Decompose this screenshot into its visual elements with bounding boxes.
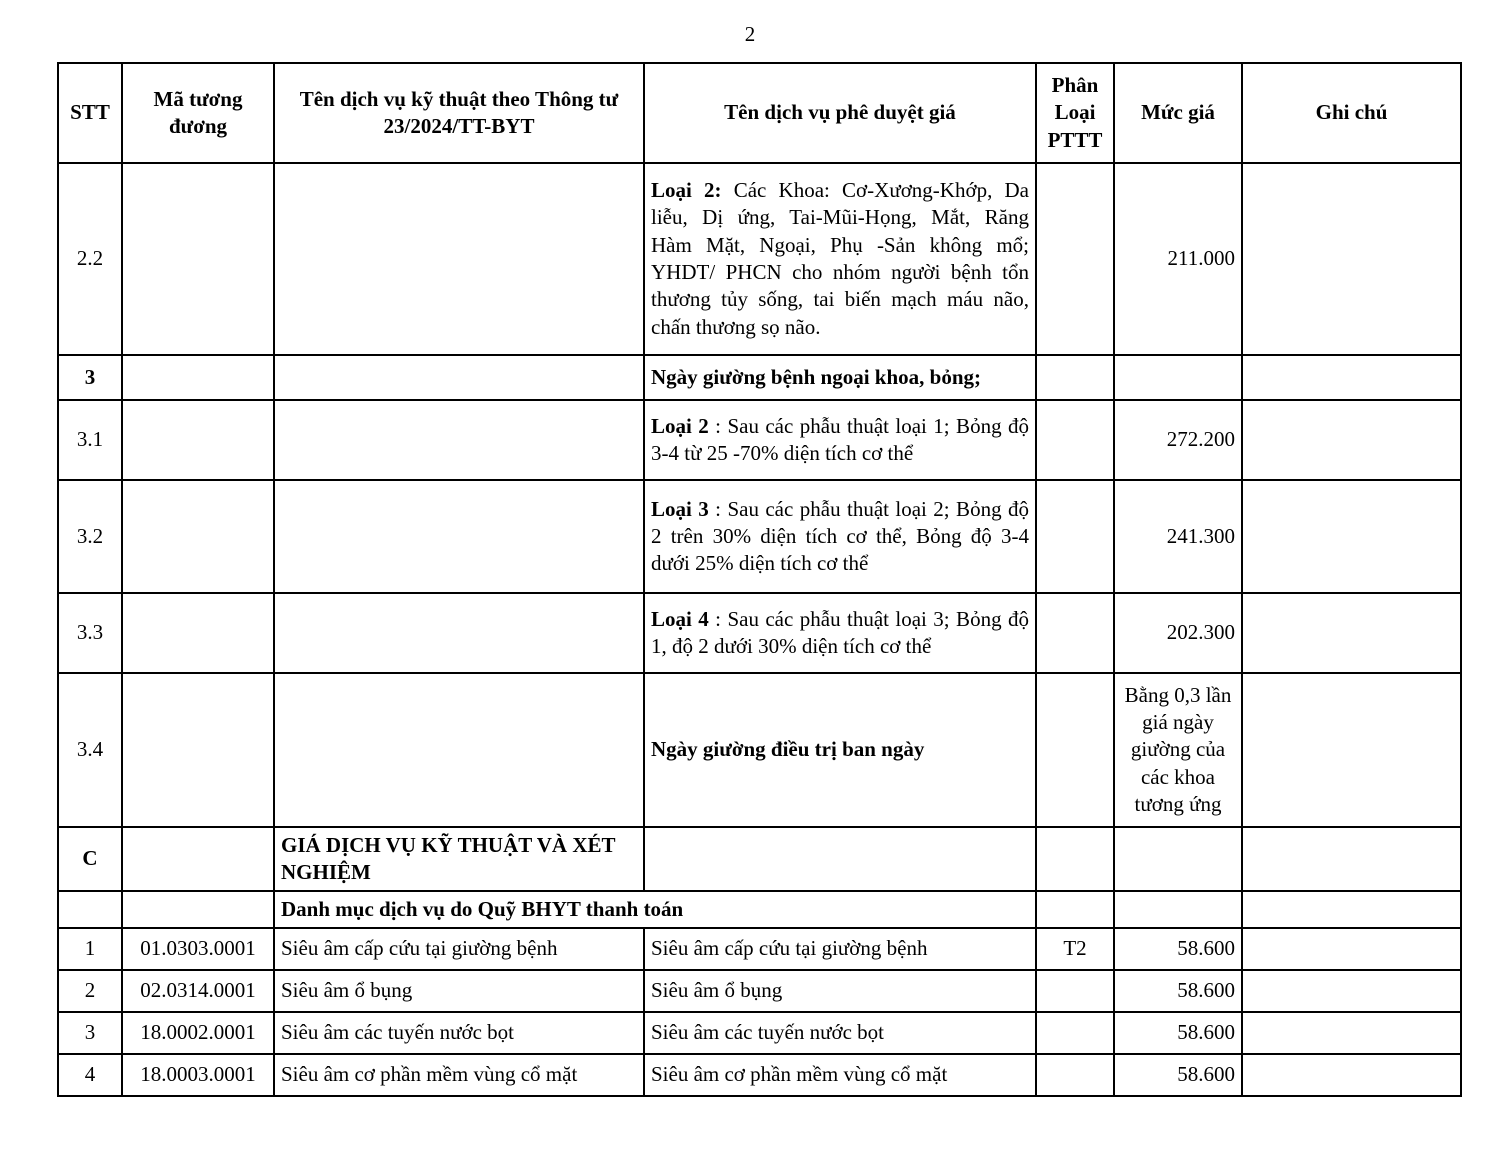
cell-ten-kt: Siêu âm các tuyến nước bọt (274, 1012, 644, 1054)
cell-pttt (1036, 355, 1114, 400)
cell-ten-kt (274, 827, 644, 891)
col-header-pttt: Phân Loại PTTT (1036, 63, 1114, 163)
cell-muc-gia: 58.600 (1114, 1012, 1242, 1054)
table-row (58, 163, 1461, 355)
cell-stt: 3.4 (58, 673, 122, 827)
cell-ghi-chu (1242, 970, 1461, 1012)
table-body (58, 163, 1461, 1096)
table-row (58, 970, 1461, 1012)
col-header-ten_kt: Tên dịch vụ kỹ thuật theo Thông tư 23/2024/TT-BYT (274, 63, 644, 163)
cell-ten-pd: Loại 2: Các Khoa: Cơ-Xương-Khớp, Da liễu, Dị ứng, Tai-Mũi-Họng, Mắt, Răng Hàm Mặt, Ngoại, Phụ -Sản không mổ; YHDT/ PHCN cho nhóm người bệnh tổn thương tủy sống, tai biến mạch máu não, chấn thương sọ não. (644, 163, 1036, 355)
cell-ten-kt (274, 480, 644, 593)
cell-ma (122, 673, 274, 827)
cell-ghi-chu (1242, 355, 1461, 400)
table-row (58, 1054, 1461, 1096)
cell-pttt (1036, 827, 1114, 891)
cell-ten-pd (644, 827, 1036, 891)
table-header-row (58, 63, 1461, 163)
table-row (58, 1012, 1461, 1054)
cell-stt (58, 827, 122, 891)
cell-ma: 02.0314.0001 (122, 970, 274, 1012)
cell-ghi-chu (1242, 163, 1461, 355)
cell-stt: 3.3 (58, 593, 122, 673)
col-header-stt: STT (58, 63, 122, 163)
cell-ten-pd (644, 673, 1036, 827)
cell-ghi-chu (1242, 593, 1461, 673)
cell-ten-kt: Siêu âm ổ bụng (274, 970, 644, 1012)
cell-ma: 18.0002.0001 (122, 1012, 274, 1054)
col-header-ghi_chu: Ghi chú (1242, 63, 1461, 163)
table-row (58, 928, 1461, 970)
cell-pttt (1036, 400, 1114, 480)
cell-pttt (1036, 1054, 1114, 1096)
cell-ghi-chu (1242, 891, 1461, 928)
cell-ma (122, 480, 274, 593)
cell-ten-pd: Loại 3 : Sau các phẫu thuật loại 2; Bỏng độ 2 trên 30% diện tích cơ thể, Bỏng độ 3-4 dưới 25% diện tích cơ thể (644, 480, 1036, 593)
cell-ghi-chu (1242, 928, 1461, 970)
cell-muc-gia: 272.200 (1114, 400, 1242, 480)
cell-muc-gia: Bằng 0,3 lần giá ngày giường của các khoa tương ứng (1114, 673, 1242, 827)
cell-ten-pd-bold-prefix: Loại 2 (651, 413, 709, 438)
cell-pttt (1036, 970, 1114, 1012)
page-number: 2 (744, 22, 756, 46)
cell-ten-kt (274, 355, 644, 400)
cell-pttt (1036, 891, 1114, 928)
cell-ten-kt-text: GIÁ DỊCH VỤ KỸ THUẬT VÀ XÉT NGHIỆM (281, 832, 616, 884)
cell-muc-gia (1114, 355, 1242, 400)
cell-ten-pd-bold-prefix: Loại 3 (651, 496, 709, 521)
table-row (58, 827, 1461, 891)
table-row (58, 593, 1461, 673)
service-price-table (57, 62, 1462, 1097)
cell-ghi-chu (1242, 400, 1461, 480)
cell-ten-kt (274, 400, 644, 480)
cell-stt-text: C (82, 846, 98, 871)
cell-stt: 1 (58, 928, 122, 970)
cell-ma (122, 593, 274, 673)
cell-stt: 3.1 (58, 400, 122, 480)
cell-ma (122, 163, 274, 355)
cell-ghi-chu (1242, 673, 1461, 827)
table-row (58, 480, 1461, 593)
cell-pttt (1036, 593, 1114, 673)
cell-stt: 3.2 (58, 480, 122, 593)
cell-ten-pd-text: Ngày giường bệnh ngoại khoa, bỏng; (651, 364, 981, 389)
cell-ma (122, 400, 274, 480)
col-header-muc_gia: Mức giá (1114, 63, 1242, 163)
cell-ma (122, 355, 274, 400)
cell-muc-gia: 211.000 (1114, 163, 1242, 355)
table-row (58, 673, 1461, 827)
cell-muc-gia: 202.300 (1114, 593, 1242, 673)
cell-muc-gia (1114, 891, 1242, 928)
cell-ma: 18.0003.0001 (122, 1054, 274, 1096)
cell-ten-pd: Siêu âm ổ bụng (644, 970, 1036, 1012)
cell-ghi-chu (1242, 1012, 1461, 1054)
cell-ten-pd: Loại 2 : Sau các phẫu thuật loại 1; Bỏng độ 3-4 từ 25 -70% diện tích cơ thể (644, 400, 1036, 480)
cell-muc-gia: 58.600 (1114, 1054, 1242, 1096)
cell-ten-pd: Siêu âm các tuyến nước bọt (644, 1012, 1036, 1054)
table-row (58, 400, 1461, 480)
cell-ten-pd: Loại 4 : Sau các phẫu thuật loại 3; Bỏng độ 1, độ 2 dưới 30% diện tích cơ thể (644, 593, 1036, 673)
cell-ten-pd: Siêu âm cấp cứu tại giường bệnh (644, 928, 1036, 970)
cell-stt (58, 891, 122, 928)
cell-pttt (1036, 480, 1114, 593)
cell-muc-gia: 58.600 (1114, 970, 1242, 1012)
cell-stt: 4 (58, 1054, 122, 1096)
cell-ma: 01.0303.0001 (122, 928, 274, 970)
cell-ten-kt (274, 673, 644, 827)
cell-ten-pd-bold-prefix: Loại 4 (651, 606, 709, 631)
col-header-ma: Mã tương đương (122, 63, 274, 163)
cell-ghi-chu (1242, 1054, 1461, 1096)
table-row (58, 891, 1461, 928)
table-row (58, 355, 1461, 400)
cell-stt (58, 355, 122, 400)
cell-merged-title: Danh mục dịch vụ do Quỹ BHYT thanh toán (274, 891, 1036, 928)
cell-pttt (1036, 163, 1114, 355)
cell-ghi-chu (1242, 480, 1461, 593)
cell-stt: 2 (58, 970, 122, 1012)
cell-pttt: T2 (1036, 928, 1114, 970)
cell-pttt (1036, 1012, 1114, 1054)
cell-ten-pd-text: Ngày giường điều trị ban ngày (651, 737, 925, 762)
cell-muc-gia: 241.300 (1114, 480, 1242, 593)
cell-ten-kt (274, 163, 644, 355)
cell-ten-pd-bold-prefix: Loại 2: (651, 178, 722, 203)
cell-muc-gia: 58.600 (1114, 928, 1242, 970)
col-header-ten_pd: Tên dịch vụ phê duyệt giá (644, 63, 1036, 163)
cell-ten-kt: Siêu âm cơ phần mềm vùng cổ mặt (274, 1054, 644, 1096)
cell-ten-kt (274, 593, 644, 673)
cell-ma (122, 891, 274, 928)
cell-ma (122, 827, 274, 891)
cell-ten-kt: Siêu âm cấp cứu tại giường bệnh (274, 928, 644, 970)
cell-stt: 2.2 (58, 163, 122, 355)
cell-stt-text: 3 (84, 364, 96, 389)
cell-muc-gia (1114, 827, 1242, 891)
cell-stt: 3 (58, 1012, 122, 1054)
cell-pttt (1036, 673, 1114, 827)
cell-ten-pd (644, 355, 1036, 400)
cell-ghi-chu (1242, 827, 1461, 891)
cell-ten-pd: Siêu âm cơ phần mềm vùng cổ mặt (644, 1054, 1036, 1096)
